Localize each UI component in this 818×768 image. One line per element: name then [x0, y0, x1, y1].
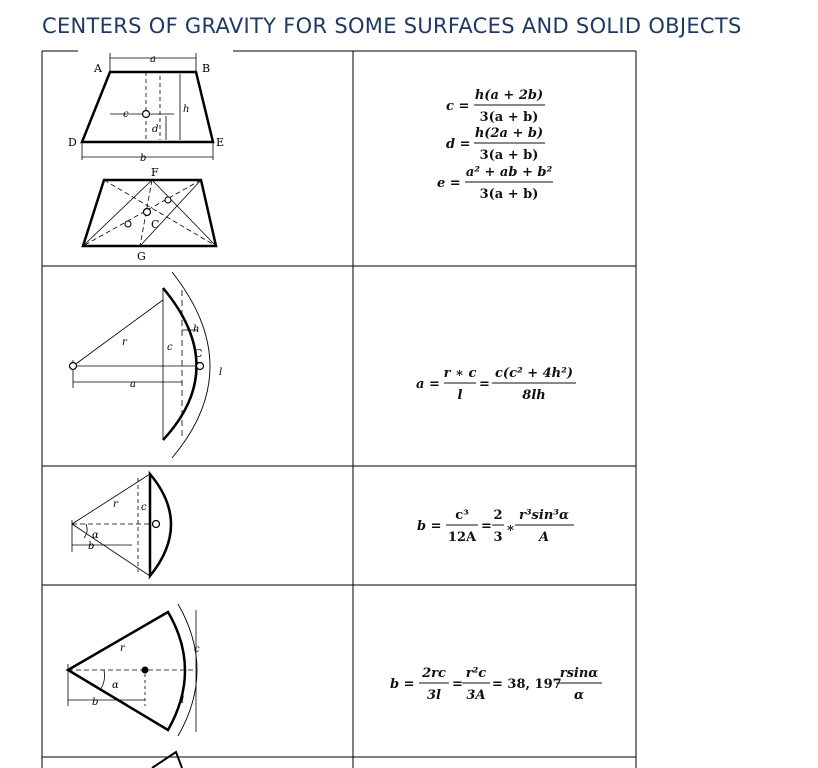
table-grid	[42, 51, 636, 768]
label-r: r	[113, 499, 118, 510]
formula-b-f3-den: A	[538, 530, 550, 545]
formula-a-f2-num: c(c² + 4h²)	[495, 366, 573, 381]
formula-d-num: h(2a + b)	[474, 126, 544, 141]
label-alpha: α	[112, 680, 119, 691]
formula-b2-f2-num: r²c	[465, 666, 487, 681]
formula-e-num: a² + ab + b²	[465, 165, 553, 180]
segment-figure	[72, 474, 171, 576]
formula-e-lhs: e =	[437, 176, 461, 191]
page-title: CENTERS OF GRAVITY FOR SOME SURFACES AND SOLID OBJECTS	[42, 14, 742, 38]
formula-block-3	[417, 508, 574, 545]
formula-b-f2-den: 3	[493, 530, 503, 545]
label-a: a	[130, 379, 136, 390]
label-c: c	[167, 342, 173, 353]
formula-b-mul: ∗	[506, 521, 515, 536]
label-A: A	[94, 62, 102, 75]
formula-e-den: 3(a + b)	[479, 187, 539, 202]
arc-figure	[70, 272, 223, 458]
label-l: l	[181, 695, 185, 706]
label-B: B	[202, 62, 211, 75]
label-F: F	[151, 166, 159, 179]
formula-b-f1-num: c³	[455, 508, 469, 523]
label-c: c	[141, 502, 147, 513]
formula-b-f3-num: r³sin³α	[519, 508, 569, 523]
formula-b-lhs: b =	[417, 519, 442, 534]
label-r: r	[120, 643, 125, 654]
label-l: l	[219, 367, 223, 378]
formula-d-den: 3(a + b)	[479, 148, 539, 163]
formula-a-eq: =	[479, 377, 490, 392]
label-b: b	[92, 697, 99, 708]
formula-a-f2-den: 8lh	[522, 388, 546, 403]
trapezoid-medians-figure	[83, 166, 216, 263]
label-b: b	[140, 153, 147, 164]
formula-b2-f3-num: rsinα	[559, 666, 599, 681]
label-D: D	[68, 136, 77, 149]
label-b: b	[88, 541, 95, 552]
formula-a-f1-den: l	[457, 388, 463, 403]
formula-b2-f1-num: 2rc	[422, 666, 446, 681]
formula-b2-lhs: b =	[390, 677, 415, 692]
label-alpha: α	[92, 530, 99, 541]
formula-a-f1-num: r ∗ c	[443, 366, 477, 381]
formula-c-den: 3(a + b)	[479, 110, 539, 125]
formula-b2-f2-den: 3A	[466, 688, 486, 703]
formula-b-eq1: =	[481, 519, 492, 534]
label-c: c	[123, 109, 129, 120]
formula-b-f1-den: 12A	[447, 530, 477, 545]
formula-b2-eq2: = 38, 197	[492, 677, 562, 692]
formula-c-num: h(a + 2b)	[474, 88, 544, 103]
label-E: E	[216, 136, 225, 149]
label-d: d	[152, 124, 159, 135]
label-C: C	[151, 218, 160, 231]
sector-figure	[68, 604, 200, 736]
formula-b2-f3-den: α	[573, 688, 585, 703]
formula-b2-eq1: =	[452, 677, 463, 692]
formula-c-lhs: c =	[446, 99, 470, 114]
formula-block-1	[437, 88, 553, 202]
label-r: r	[122, 337, 127, 348]
trapezoid-figure	[68, 53, 224, 164]
formula-a-lhs: a =	[416, 377, 440, 392]
formula-block-4	[390, 666, 602, 703]
next-figure-partial	[152, 752, 182, 768]
formula-b-f2-num: 2	[493, 508, 503, 523]
label-h: h	[183, 104, 190, 115]
formula-block-2	[416, 366, 576, 403]
label-C: C	[194, 347, 203, 360]
formula-b2-f1-den: 3l	[427, 688, 441, 703]
label-a: a	[150, 54, 156, 65]
formula-d-lhs: d =	[446, 137, 471, 152]
label-h: h	[193, 324, 200, 335]
label-c: c	[194, 644, 200, 655]
label-G: G	[137, 250, 146, 263]
